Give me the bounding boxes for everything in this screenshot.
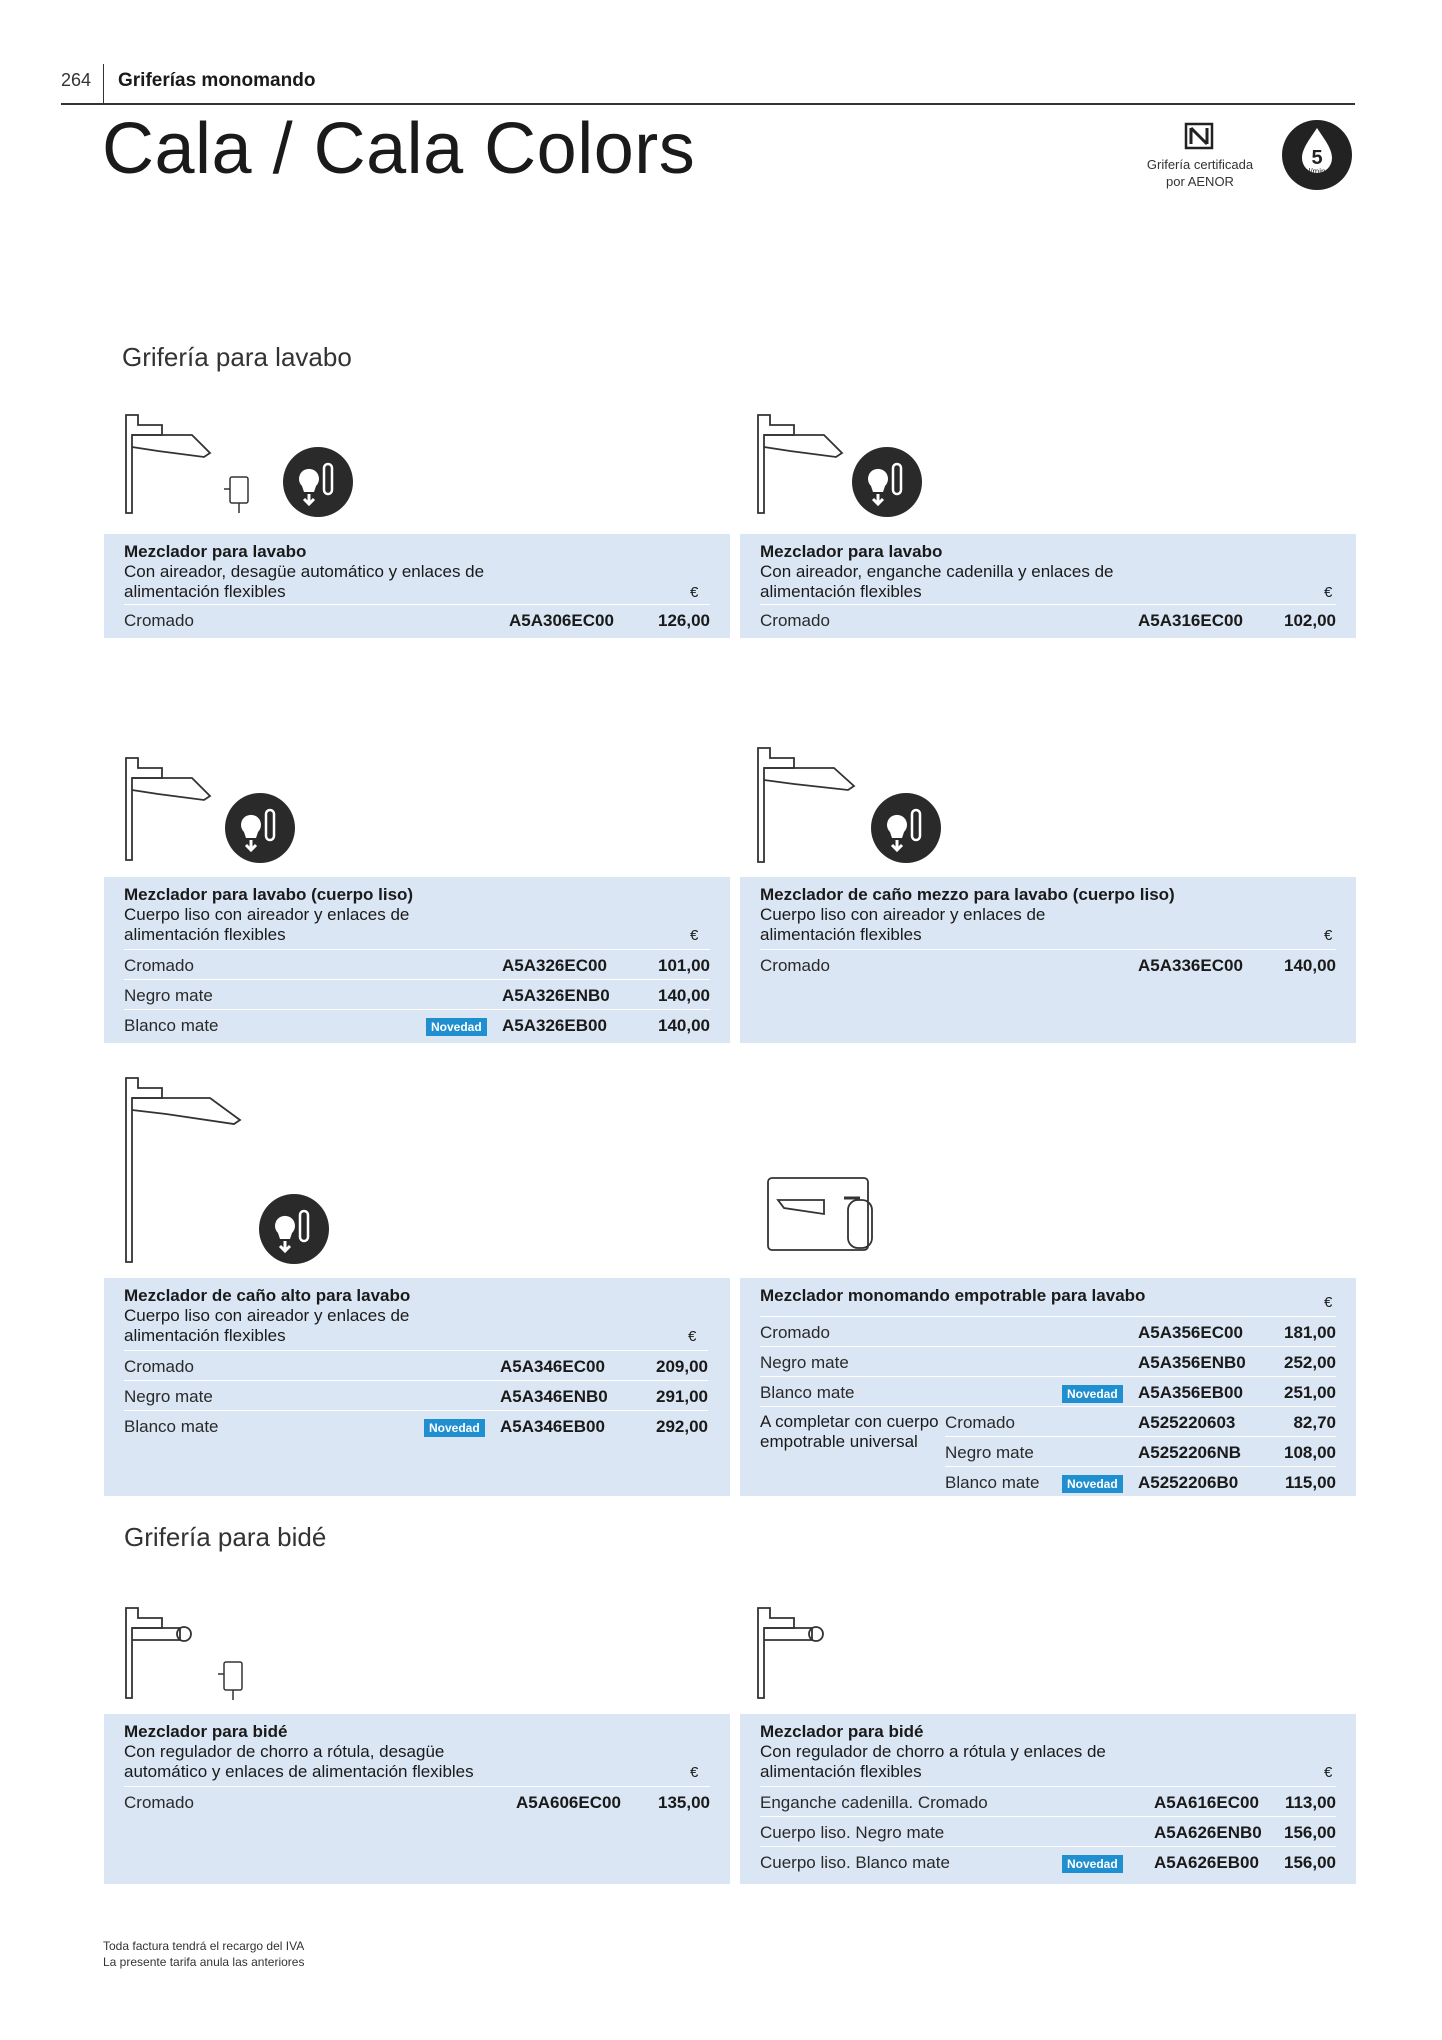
product-price: 126,00: [658, 611, 710, 630]
description-line: alimentación flexibles: [124, 1326, 286, 1345]
table-row: [760, 1846, 1336, 1877]
description-line: Cuerpo liso con aireador y enlaces de: [124, 1306, 410, 1325]
finish-label: Blanco mate: [760, 1383, 855, 1402]
table-row: [760, 1346, 1336, 1377]
product-title: Mezclador de caño mezzo para lavabo (cuerpo liso): [760, 885, 1175, 904]
wall-basin-mixer-image: [764, 1170, 884, 1260]
finish-label: Negro mate: [124, 986, 213, 1005]
table-row: [760, 604, 1336, 635]
description-line: Con aireador, desagüe automático y enlaces de: [124, 562, 485, 581]
product-code: A5A306EC00: [509, 611, 614, 630]
product-description: [124, 1742, 474, 1782]
finish-label: Negro mate: [124, 1387, 213, 1406]
finish-label: Cuerpo liso. Blanco mate: [760, 1853, 950, 1872]
thermo-mixer-icon: [851, 446, 923, 518]
product-panel-2: [740, 534, 1356, 638]
description-line: Con aireador, enganche cadenilla y enlaces de: [760, 562, 1114, 581]
product-code: A5A616EC00: [1154, 1793, 1259, 1812]
basin-mixer-smooth-image: [118, 748, 238, 868]
section-header: Griferías monomando: [118, 70, 316, 91]
table-row: [124, 604, 710, 635]
euro-label: €: [688, 1328, 697, 1345]
product-price: 291,00: [656, 1387, 708, 1406]
page-number: 264: [61, 70, 92, 90]
cert-line-2: por AENOR: [1166, 174, 1234, 189]
product-price: 113,00: [1284, 1793, 1336, 1812]
table-row: [760, 1376, 1336, 1407]
table-row: [760, 1316, 1336, 1347]
finish-label: Cromado: [760, 611, 830, 630]
product-code: A5A356EC00: [1138, 1323, 1243, 1342]
finish-label: Cuerpo liso. Negro mate: [760, 1823, 945, 1842]
product-code: A5A336EC00: [1138, 956, 1243, 975]
product-title: Mezclador para bidé: [760, 1722, 924, 1741]
euro-label: €: [1324, 1294, 1333, 1311]
product-price: 209,00: [656, 1357, 708, 1376]
finish-label: Enganche cadenilla. Cromado: [760, 1793, 988, 1812]
mezzo-basin-mixer-image: [750, 738, 890, 868]
table-row: [124, 1009, 710, 1040]
product-code: A5A346EC00: [500, 1357, 605, 1376]
page-title: Cala / Cala Colors: [102, 109, 696, 189]
product-price: 156,00: [1284, 1823, 1336, 1842]
footer-notes: [103, 1938, 304, 1970]
product-description: [760, 1742, 1106, 1782]
cert-line-1: Grifería certificada: [1146, 157, 1254, 172]
product-title: Mezclador para lavabo: [760, 542, 943, 561]
novedad-badge: Novedad: [1062, 1385, 1123, 1403]
bidet-mixer-image: [750, 1598, 870, 1708]
aenor-cert-icon: [1184, 122, 1214, 150]
product-code: A5A356ENB0: [1138, 1353, 1246, 1372]
product-panel-5: [104, 1278, 730, 1496]
novedad-badge: Novedad: [1062, 1475, 1123, 1493]
product-description: [124, 1306, 409, 1346]
header-divider: [103, 64, 104, 104]
novedad-badge: Novedad: [1062, 1855, 1123, 1873]
table-row: [124, 1350, 708, 1381]
description-line: alimentación flexibles: [760, 925, 922, 944]
description-line: alimentación flexibles: [124, 925, 286, 944]
finish-label: Cromado: [760, 956, 830, 975]
product-description: [124, 905, 409, 945]
euro-label: €: [1324, 927, 1333, 944]
description-line: Con regulador de chorro a rótula y enlaces de: [760, 1742, 1106, 1761]
product-code: A5A606EC00: [516, 1793, 621, 1812]
description-line: alimentación flexibles: [124, 582, 286, 601]
product-panel-8: [740, 1714, 1356, 1884]
finish-label: Negro mate: [945, 1443, 1034, 1462]
footer-line: La presente tarifa anula las anteriores: [103, 1955, 305, 1969]
product-price: 181,00: [1284, 1323, 1336, 1342]
description-line: automático y enlaces de alimentación flexibles: [124, 1762, 474, 1781]
water-drop-flow-badge: [1280, 118, 1354, 192]
product-code: A5A346EB00: [500, 1417, 605, 1436]
product-panel-3: [104, 877, 730, 1043]
product-title: Mezclador de caño alto para lavabo: [124, 1286, 411, 1305]
euro-label: €: [690, 927, 699, 944]
product-panel-6: [740, 1278, 1356, 1496]
table-row: [124, 1410, 708, 1441]
thermo-mixer-icon: [282, 446, 354, 518]
product-title: Mezclador monomando empotrable para lavabo: [760, 1286, 1146, 1305]
table-row: [760, 1786, 1336, 1817]
product-price: 156,00: [1284, 1853, 1336, 1872]
description-line: Con regulador de chorro a rótula, desagüe: [124, 1742, 445, 1761]
product-code: A5252206B0: [1138, 1473, 1239, 1492]
finish-label: Cromado: [124, 956, 194, 975]
flow-unit: l/min: [1308, 167, 1326, 176]
product-code: A5A326EB00: [502, 1016, 607, 1035]
description-line: alimentación flexibles: [760, 1762, 922, 1781]
product-price: 140,00: [1284, 956, 1336, 975]
product-code: A5A326ENB0: [502, 986, 610, 1005]
product-description: [760, 562, 1113, 602]
table-row: [945, 1436, 1336, 1467]
novedad-badge: Novedad: [426, 1018, 487, 1036]
table-row: [124, 1380, 708, 1411]
product-code: A5A356EB00: [1138, 1383, 1243, 1402]
product-title: Mezclador para bidé: [124, 1722, 288, 1741]
description-line: alimentación flexibles: [760, 582, 922, 601]
finish-label: Cromado: [760, 1323, 830, 1342]
finish-label: Blanco mate: [124, 1016, 219, 1035]
thermo-mixer-icon: [224, 792, 296, 864]
product-code: A5A626EB00: [1154, 1853, 1259, 1872]
product-price: 102,00: [1284, 611, 1336, 630]
thermo-mixer-icon: [870, 792, 942, 864]
product-price: 101,00: [658, 956, 710, 975]
table-row: [945, 1466, 1336, 1497]
euro-label: €: [690, 1764, 699, 1781]
product-description: [760, 905, 1045, 945]
product-panel-7: [104, 1714, 730, 1884]
product-code: A5252206NB: [1138, 1443, 1242, 1462]
product-panel-1: [104, 534, 730, 638]
product-code: A5A626ENB0: [1154, 1823, 1262, 1842]
header-rule: [61, 103, 1355, 105]
product-price: 140,00: [658, 1016, 710, 1035]
sub-group-line: empotrable universal: [760, 1432, 918, 1451]
finish-label: Blanco mate: [124, 1417, 219, 1436]
product-title: Mezclador para lavabo: [124, 542, 307, 561]
product-price: 252,00: [1284, 1353, 1336, 1372]
product-code: A5A346ENB0: [500, 1387, 608, 1406]
table-row: [124, 1786, 710, 1817]
section-heading-lavabo: Grifería para lavabo: [122, 342, 352, 372]
novedad-badge: Novedad: [424, 1419, 485, 1437]
finish-label: Blanco mate: [945, 1473, 1040, 1492]
table-row: [124, 949, 710, 980]
finish-label: Cromado: [124, 1357, 194, 1376]
thermo-mixer-icon: [258, 1193, 330, 1265]
product-panel-4: [740, 877, 1356, 1043]
product-code: A5A326EC00: [502, 956, 607, 975]
finish-label: Negro mate: [760, 1353, 849, 1372]
product-price: 251,00: [1284, 1383, 1336, 1402]
table-row: [760, 1816, 1336, 1847]
product-code: A525220603: [1138, 1413, 1236, 1432]
tall-basin-mixer-image: [118, 1068, 258, 1268]
euro-label: €: [690, 584, 699, 601]
product-description: [124, 562, 484, 602]
product-price: 135,00: [658, 1793, 710, 1812]
euro-label: €: [1324, 584, 1333, 601]
description-line: Cuerpo liso con aireador y enlaces de: [124, 905, 410, 924]
product-price: 140,00: [658, 986, 710, 1005]
product-price: 108,00: [1284, 1443, 1336, 1462]
product-price: 292,00: [656, 1417, 708, 1436]
footer-line: Toda factura tendrá el recargo del IVA: [103, 1939, 305, 1953]
sub-group-line: A completar con cuerpo: [760, 1412, 939, 1431]
product-price: 115,00: [1284, 1473, 1336, 1492]
table-row: [760, 1406, 1336, 1437]
finish-label: Cromado: [945, 1413, 1015, 1432]
product-code: A5A316EC00: [1138, 611, 1243, 630]
flow-value: 5: [1311, 147, 1323, 169]
finish-label: Cromado: [124, 611, 194, 630]
product-price: 82,70: [1293, 1413, 1336, 1432]
table-row: [760, 949, 1336, 980]
finish-label: Cromado: [124, 1793, 194, 1812]
euro-label: €: [1324, 1764, 1333, 1781]
bidet-mixer-drain-image: [118, 1598, 278, 1708]
table-row: [124, 979, 710, 1010]
description-line: Cuerpo liso con aireador y enlaces de: [760, 905, 1046, 924]
cert-label: [1130, 156, 1270, 190]
section-heading-bide: Grifería para bidé: [124, 1522, 327, 1552]
product-title: Mezclador para lavabo (cuerpo liso): [124, 885, 414, 904]
